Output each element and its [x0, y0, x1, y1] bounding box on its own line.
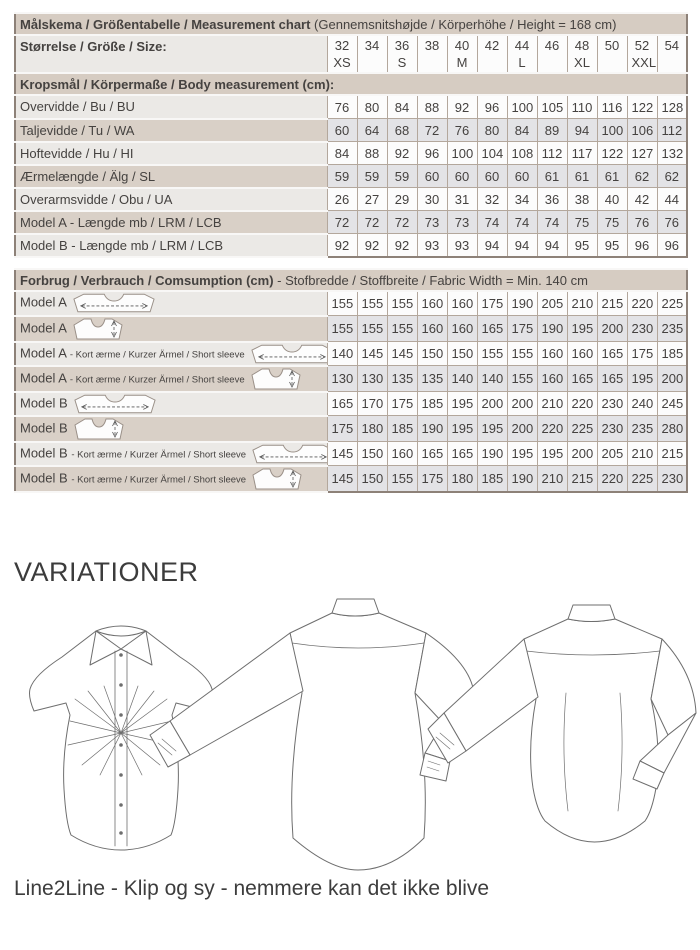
consumption-row	[15, 366, 687, 392]
consumption-value-cell: 200	[567, 442, 597, 466]
measurement-value-cell: 36	[537, 188, 567, 211]
measurement-value-cell: 72	[357, 211, 387, 234]
measurement-value-cell: 75	[597, 211, 627, 234]
measurement-value-cell: 96	[657, 234, 687, 258]
measurement-value-cell: 76	[657, 211, 687, 234]
consumption-value-cell: 195	[567, 316, 597, 342]
measurement-row-label: Overarmsvidde / Obu / UA	[15, 188, 327, 211]
consumption-value-cell: 175	[417, 466, 447, 492]
shirt-width-arrow-icon	[73, 394, 157, 414]
consumption-value-cell: 155	[477, 342, 507, 366]
consumption-value-cell: 185	[477, 466, 507, 492]
consumption-value-cell: 220	[567, 392, 597, 416]
measurement-value-cell: 95	[597, 234, 627, 258]
measurement-row-label: Ærmelængde / Älg / SL	[15, 165, 327, 188]
measurement-value-cell: 95	[567, 234, 597, 258]
consumption-row	[15, 442, 687, 466]
measurement-value-cell: 117	[567, 142, 597, 165]
measurement-value-cell: 60	[507, 165, 537, 188]
measurement-row	[15, 188, 687, 211]
consumption-value-cell: 175	[477, 291, 507, 316]
consumption-model-label: Model A	[20, 294, 67, 310]
consumption-value-cell: 245	[657, 392, 687, 416]
measurement-chart-table	[14, 12, 688, 258]
consumption-value-cell: 160	[417, 316, 447, 342]
measurement-value-cell: 92	[447, 95, 477, 119]
consumption-value-cell: 165	[597, 342, 627, 366]
measurement-value-cell: 38	[567, 188, 597, 211]
consumption-title-bold: Forbrug / Verbrauch / Comsumption (cm)	[20, 272, 274, 288]
consumption-row	[15, 291, 687, 316]
measurement-value-cell: 76	[447, 119, 477, 142]
consumption-value-cell: 190	[507, 291, 537, 316]
consumption-value-cell: 155	[507, 366, 537, 392]
consumption-value-cell: 190	[537, 316, 567, 342]
consumption-value-cell: 155	[357, 316, 387, 342]
measurement-value-cell: 84	[327, 142, 357, 165]
measurement-value-cell: 60	[327, 119, 357, 142]
consumption-value-cell: 170	[357, 392, 387, 416]
consumption-value-cell: 200	[507, 416, 537, 442]
consumption-model-label: Model B	[20, 469, 72, 485]
consumption-row	[15, 416, 687, 442]
consumption-value-cell: 175	[327, 416, 357, 442]
measurement-value-cell: 60	[447, 165, 477, 188]
consumption-value-cell: 160	[537, 366, 567, 392]
measurement-value-cell: 61	[597, 165, 627, 188]
measurement-value-cell: 31	[447, 188, 477, 211]
consumption-value-cell: 150	[357, 466, 387, 492]
consumption-value-cell: 235	[627, 416, 657, 442]
measurement-value-cell: 80	[357, 95, 387, 119]
measurement-value-cell: 61	[567, 165, 597, 188]
consumption-value-cell: 155	[327, 316, 357, 342]
measurement-value-cell: 96	[627, 234, 657, 258]
consumption-value-cell: 225	[627, 466, 657, 492]
consumption-value-cell: 225	[657, 291, 687, 316]
consumption-value-cell: 225	[567, 416, 597, 442]
measurement-value-cell: 44	[657, 188, 687, 211]
measurement-value-cell: 60	[417, 165, 447, 188]
consumption-value-cell: 160	[567, 342, 597, 366]
consumption-value-cell: 165	[327, 392, 357, 416]
consumption-value-cell: 165	[597, 366, 627, 392]
measurement-value-cell: 100	[597, 119, 627, 142]
consumption-value-cell: 200	[477, 392, 507, 416]
measurement-chart-title-bold: Målskema / Größentabelle / Measurement chart	[20, 16, 311, 32]
consumption-value-cell: 200	[597, 316, 627, 342]
measurement-row-label: Taljevidde / Tu / WA	[15, 119, 327, 142]
measurement-value-cell: 112	[537, 142, 567, 165]
consumption-row	[15, 466, 687, 492]
consumption-value-cell: 230	[597, 392, 627, 416]
consumption-value-cell: 230	[597, 416, 627, 442]
consumption-value-cell: 220	[597, 466, 627, 492]
measurement-value-cell: 27	[357, 188, 387, 211]
consumption-value-cell: 210	[627, 442, 657, 466]
consumption-value-cell: 240	[627, 392, 657, 416]
measurement-value-cell: 122	[597, 142, 627, 165]
size-column-38: 38	[417, 35, 447, 73]
shirt-width-arrow-icon	[251, 444, 327, 464]
consumption-row	[15, 316, 687, 342]
consumption-value-cell: 160	[417, 291, 447, 316]
consumption-value-cell: 190	[507, 466, 537, 492]
measurement-row	[15, 95, 687, 119]
consumption-value-cell: 200	[507, 392, 537, 416]
measurement-value-cell: 112	[657, 119, 687, 142]
measurement-value-cell: 76	[627, 211, 657, 234]
measurement-value-cell: 92	[357, 234, 387, 258]
measurement-value-cell: 61	[537, 165, 567, 188]
consumption-value-cell: 215	[567, 466, 597, 492]
consumption-value-cell: 135	[417, 366, 447, 392]
consumption-value-cell: 235	[657, 316, 687, 342]
consumption-value-cell: 155	[387, 291, 417, 316]
size-column-42: 42	[477, 35, 507, 73]
consumption-value-cell: 215	[657, 442, 687, 466]
consumption-value-cell: 210	[567, 291, 597, 316]
size-column-44: 44 L	[507, 35, 537, 73]
consumption-row-label	[15, 416, 327, 442]
size-column-48: 48 XL	[567, 35, 597, 73]
measurement-value-cell: 64	[357, 119, 387, 142]
measurement-value-cell: 105	[537, 95, 567, 119]
consumption-model-label: Model A	[20, 319, 67, 335]
measurement-row	[15, 234, 687, 258]
consumption-model-label: Model B	[20, 419, 68, 435]
measurement-value-cell: 76	[327, 95, 357, 119]
consumption-sleeve-sublabel: - Kort ærme / Kurzer Ärmel / Short sleeve	[69, 373, 245, 385]
consumption-value-cell: 205	[537, 291, 567, 316]
measurement-value-cell: 73	[417, 211, 447, 234]
consumption-row-label	[15, 316, 327, 342]
measurement-value-cell: 106	[627, 119, 657, 142]
consumption-value-cell: 165	[477, 316, 507, 342]
measurement-value-cell: 74	[477, 211, 507, 234]
measurement-value-cell: 100	[507, 95, 537, 119]
size-column-32: 32 XS	[327, 35, 357, 73]
measurement-value-cell: 122	[627, 95, 657, 119]
measurement-value-cell: 32	[477, 188, 507, 211]
size-column-36: 36 S	[387, 35, 417, 73]
measurement-value-cell: 73	[447, 211, 477, 234]
measurement-value-cell: 132	[657, 142, 687, 165]
footer-tagline: Line2Line - Klip og sy - nemmere kan det ikke blive	[14, 876, 490, 900]
measurement-value-cell: 29	[387, 188, 417, 211]
measurement-value-cell: 89	[537, 119, 567, 142]
measurement-value-cell: 68	[387, 119, 417, 142]
consumption-value-cell: 200	[657, 366, 687, 392]
consumption-model-label: Model B	[20, 444, 72, 460]
consumption-value-cell: 160	[447, 316, 477, 342]
consumption-value-cell: 180	[447, 466, 477, 492]
measurement-value-cell: 72	[387, 211, 417, 234]
variations-heading: VARIATIONER	[14, 556, 199, 587]
measurement-value-cell: 59	[387, 165, 417, 188]
consumption-value-cell: 195	[447, 392, 477, 416]
measurement-row	[15, 211, 687, 234]
consumption-value-cell: 150	[447, 342, 477, 366]
consumption-value-cell: 145	[387, 342, 417, 366]
measurement-value-cell: 92	[387, 234, 417, 258]
measurement-value-cell: 94	[477, 234, 507, 258]
consumption-value-cell: 135	[387, 366, 417, 392]
size-column-34: 34	[357, 35, 387, 73]
size-column-46: 46	[537, 35, 567, 73]
consumption-value-cell: 155	[507, 342, 537, 366]
size-column-54: 54	[657, 35, 687, 73]
consumption-value-cell: 180	[357, 416, 387, 442]
consumption-model-label: Model A	[20, 344, 70, 360]
shirt-length-arrow-icon	[250, 368, 302, 390]
consumption-value-cell: 160	[447, 291, 477, 316]
consumption-value-cell: 190	[417, 416, 447, 442]
measurement-value-cell: 84	[507, 119, 537, 142]
measurement-row	[15, 119, 687, 142]
consumption-value-cell: 205	[597, 442, 627, 466]
consumption-value-cell: 230	[627, 316, 657, 342]
consumption-value-cell: 165	[447, 442, 477, 466]
measurement-value-cell: 72	[417, 119, 447, 142]
measurement-value-cell: 30	[417, 188, 447, 211]
shirt-variations-drawing	[0, 593, 700, 871]
measurement-value-cell: 88	[357, 142, 387, 165]
measurement-value-cell: 94	[537, 234, 567, 258]
consumption-row-label	[15, 466, 327, 492]
measurement-value-cell: 74	[537, 211, 567, 234]
measurement-value-cell: 26	[327, 188, 357, 211]
measurement-row-label: Hoftevidde / Hu / HI	[15, 142, 327, 165]
shirt-width-arrow-icon	[72, 293, 156, 313]
consumption-value-cell: 150	[417, 342, 447, 366]
measurement-row	[15, 142, 687, 165]
measurement-value-cell: 62	[627, 165, 657, 188]
measurement-value-cell: 60	[477, 165, 507, 188]
measurement-chart-title	[15, 13, 687, 35]
measurement-row	[15, 165, 687, 188]
measurement-value-cell: 116	[597, 95, 627, 119]
measurement-value-cell: 84	[387, 95, 417, 119]
measurement-value-cell: 108	[507, 142, 537, 165]
consumption-row-label	[15, 366, 327, 392]
consumption-value-cell: 185	[387, 416, 417, 442]
consumption-value-cell: 130	[327, 366, 357, 392]
consumption-value-cell: 210	[537, 466, 567, 492]
shirt-length-arrow-icon	[73, 418, 125, 440]
measurement-value-cell: 75	[567, 211, 597, 234]
consumption-value-cell: 145	[327, 466, 357, 492]
consumption-title-note: - Stofbredde / Stoffbreite / Fabric Width = Min. 140 cm	[273, 272, 588, 288]
consumption-value-cell: 155	[387, 316, 417, 342]
measurement-chart-title-note: (Gennemsnitshøjde / Körperhöhe / Height = 168 cm)	[310, 16, 617, 32]
consumption-title	[15, 269, 687, 291]
consumption-value-cell: 220	[627, 291, 657, 316]
consumption-value-cell: 155	[327, 291, 357, 316]
measurement-value-cell: 128	[657, 95, 687, 119]
consumption-row	[15, 342, 687, 366]
shirt-illustrations	[0, 593, 700, 871]
consumption-value-cell: 195	[537, 442, 567, 466]
consumption-value-cell: 140	[447, 366, 477, 392]
measurement-value-cell: 34	[507, 188, 537, 211]
measurement-value-cell: 59	[327, 165, 357, 188]
consumption-value-cell: 145	[357, 342, 387, 366]
consumption-value-cell: 195	[477, 416, 507, 442]
measurement-value-cell: 104	[477, 142, 507, 165]
body-measurement-section-row	[15, 73, 687, 95]
consumption-value-cell: 165	[417, 442, 447, 466]
consumption-row	[15, 392, 687, 416]
measurement-row-label: Model B - Længde mb / LRM / LCB	[15, 234, 327, 258]
measurement-value-cell: 92	[327, 234, 357, 258]
measurement-value-cell: 93	[417, 234, 447, 258]
measurement-value-cell: 80	[477, 119, 507, 142]
measurement-row-label: Model A - Længde mb / LRM / LCB	[15, 211, 327, 234]
body-measurement-section-header: Kropsmål / Körpermaße / Body measurement (cm):	[15, 73, 687, 95]
shirt-length-arrow-icon	[72, 318, 124, 340]
consumption-value-cell: 155	[387, 466, 417, 492]
consumption-value-cell: 140	[477, 366, 507, 392]
measurement-value-cell: 94	[567, 119, 597, 142]
consumption-value-cell: 210	[537, 392, 567, 416]
long-sleeve-shirt-back-fitted-illustration	[428, 605, 696, 842]
consumption-value-cell: 155	[357, 291, 387, 316]
consumption-value-cell: 140	[327, 342, 357, 366]
consumption-value-cell: 175	[507, 316, 537, 342]
consumption-value-cell: 165	[567, 366, 597, 392]
consumption-value-cell: 195	[447, 416, 477, 442]
measurement-value-cell: 42	[627, 188, 657, 211]
measurement-value-cell: 94	[507, 234, 537, 258]
size-column-52: 52 XXL	[627, 35, 657, 73]
size-column-40: 40 M	[447, 35, 477, 73]
measurement-value-cell: 40	[597, 188, 627, 211]
measurement-value-cell: 59	[357, 165, 387, 188]
size-row	[15, 35, 687, 73]
consumption-value-cell: 130	[357, 366, 387, 392]
consumption-value-cell: 175	[387, 392, 417, 416]
measurement-row-label: Overvidde / Bu / BU	[15, 95, 327, 119]
measurement-chart-title-row	[15, 13, 687, 35]
long-sleeve-shirt-back-long-illustration	[150, 599, 474, 870]
measurement-value-cell: 74	[507, 211, 537, 234]
consumption-row-label	[15, 342, 327, 366]
measurement-value-cell: 93	[447, 234, 477, 258]
consumption-sleeve-sublabel: - Kort ærme / Kurzer Ärmel / Short sleeve	[71, 448, 247, 460]
consumption-row-label	[15, 291, 327, 316]
measurement-value-cell: 96	[417, 142, 447, 165]
consumption-value-cell: 185	[417, 392, 447, 416]
consumption-value-cell: 160	[387, 442, 417, 466]
measurement-value-cell: 127	[627, 142, 657, 165]
shirt-length-arrow-icon	[251, 468, 303, 490]
consumption-value-cell: 160	[537, 342, 567, 366]
measurement-value-cell: 88	[417, 95, 447, 119]
measurement-value-cell: 92	[387, 142, 417, 165]
measurement-value-cell: 62	[657, 165, 687, 188]
size-column-50: 50	[597, 35, 627, 73]
consumption-model-label: Model A	[20, 369, 70, 385]
consumption-value-cell: 280	[657, 416, 687, 442]
size-row-label: Størrelse / Größe / Size:	[15, 35, 327, 73]
consumption-row-label	[15, 392, 327, 416]
consumption-value-cell: 215	[597, 291, 627, 316]
consumption-row-label	[15, 442, 327, 466]
consumption-value-cell: 150	[357, 442, 387, 466]
measurement-value-cell: 72	[327, 211, 357, 234]
consumption-table	[14, 268, 688, 493]
consumption-value-cell: 145	[327, 442, 357, 466]
consumption-value-cell: 185	[657, 342, 687, 366]
measurement-value-cell: 110	[567, 95, 597, 119]
consumption-value-cell: 175	[627, 342, 657, 366]
consumption-value-cell: 220	[537, 416, 567, 442]
consumption-title-row	[15, 269, 687, 291]
measurement-value-cell: 100	[447, 142, 477, 165]
consumption-value-cell: 230	[657, 466, 687, 492]
consumption-value-cell: 190	[477, 442, 507, 466]
consumption-model-label: Model B	[20, 394, 68, 410]
consumption-sleeve-sublabel: - Kort ærme / Kurzer Ärmel / Short sleeve	[71, 473, 247, 485]
consumption-sleeve-sublabel: - Kort ærme / Kurzer Ärmel / Short sleeve	[69, 348, 245, 360]
consumption-value-cell: 195	[627, 366, 657, 392]
shirt-width-arrow-icon	[250, 344, 327, 364]
measurement-value-cell: 96	[477, 95, 507, 119]
consumption-value-cell: 195	[507, 442, 537, 466]
